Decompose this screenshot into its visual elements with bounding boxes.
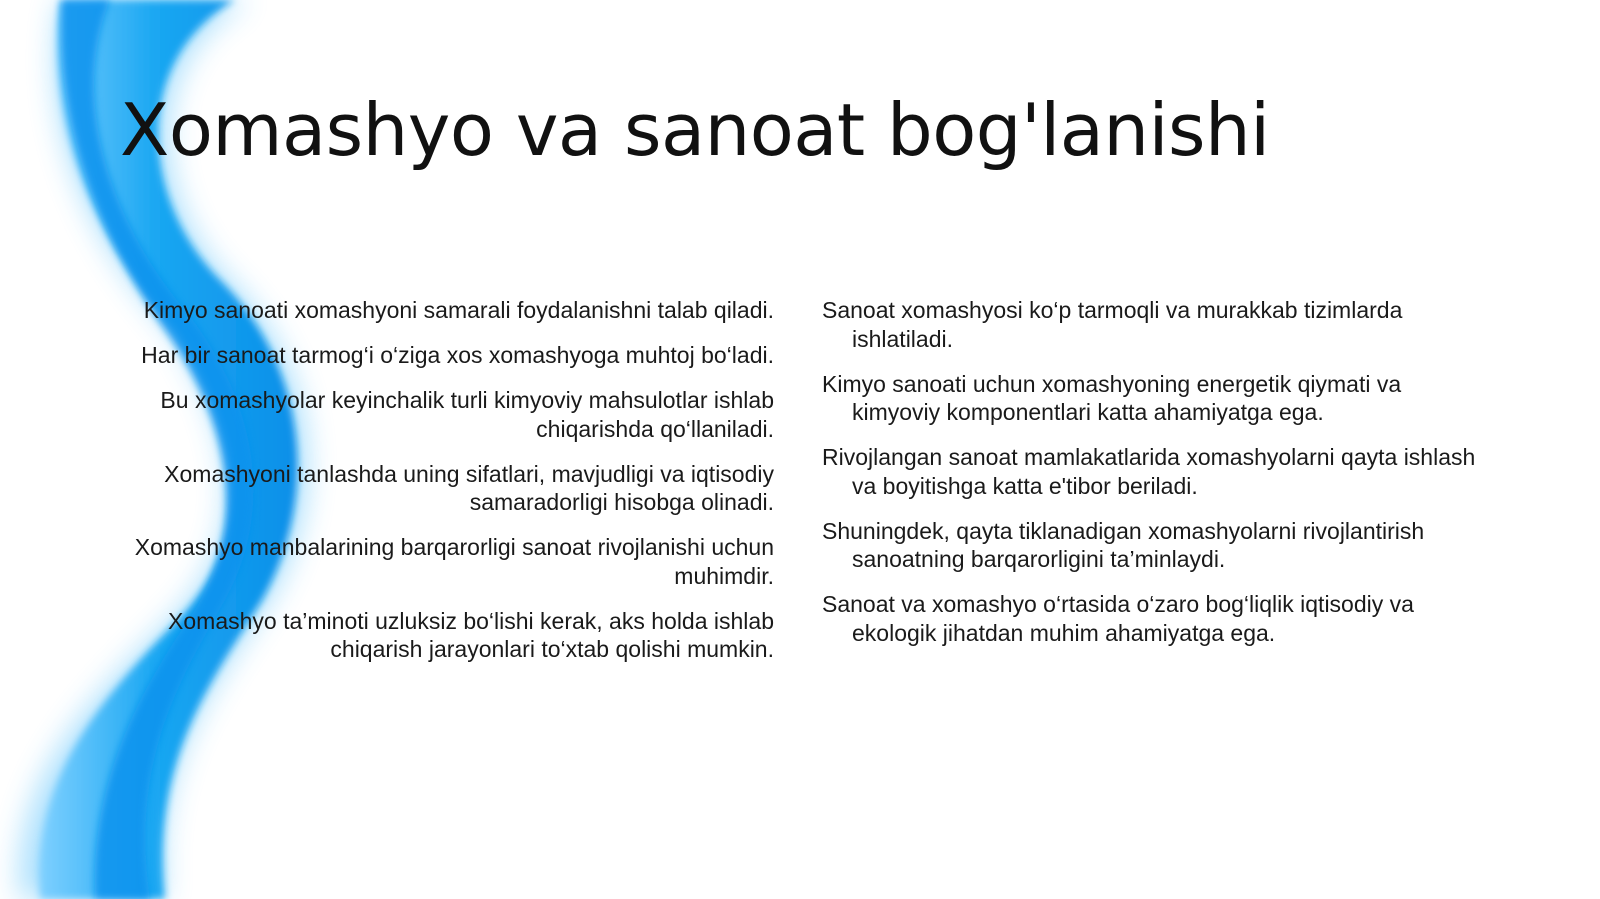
right-paragraph-3: Rivojlangan sanoat mamlakatlarida xomashyolarni qayta ishlash va boyitishga katta e'tibor beriladi. [822, 444, 1476, 499]
left-paragraph-1: Kimyo sanoati xomashyoni samarali foydalanishni talab qiladi. [143, 297, 774, 323]
right-paragraph-1: Sanoat xomashyosi ko‘p tarmoqli va murakkab tizimlarda ishlatiladi. [822, 297, 1403, 352]
right-paragraph-5: Sanoat va xomashyo o‘rtasida o‘zaro bog‘liqlik iqtisodiy va ekologik jihatdan muhim ahamiyatga ega. [822, 591, 1414, 646]
right-paragraph-4: Shuningdek, qayta tiklanadigan xomashyolarni rivojlantirish sanoatning barqarorligini ta’minlaydi. [822, 517, 1425, 572]
right-text-column [822, 296, 1482, 664]
left-paragraph-4: Xomashyoni tanlashda uning sifatlari, mavjudligi va iqtisodiy samaradorligi hisobga olinadi. [164, 460, 774, 515]
slide-title: Xomashyo va sanoat bog'lanishi [120, 88, 1270, 172]
left-text-column [120, 296, 774, 680]
left-paragraph-2: Har bir sanoat tarmog‘i o‘ziga xos xomashyoga muhtoj bo‘ladi. [141, 342, 774, 368]
right-paragraph-2: Kimyo sanoati uchun xomashyoning energetik qiymati va kimyoviy komponentlari katta ahamiyatga ega. [822, 370, 1402, 425]
left-paragraph-5: Xomashyo manbalarining barqarorligi sanoat rivojlanishi uchun muhimdir. [134, 534, 774, 589]
left-paragraph-3: Bu xomashyolar keyinchalik turli kimyoviy mahsulotlar ishlab chiqarishda qo‘llaniladi. [160, 387, 774, 442]
left-paragraph-6: Xomashyo ta’minoti uzluksiz bo‘lishi kerak, aks holda ishlab chiqarish jarayonlari to‘xtab qolishi mumkin. [168, 607, 774, 662]
